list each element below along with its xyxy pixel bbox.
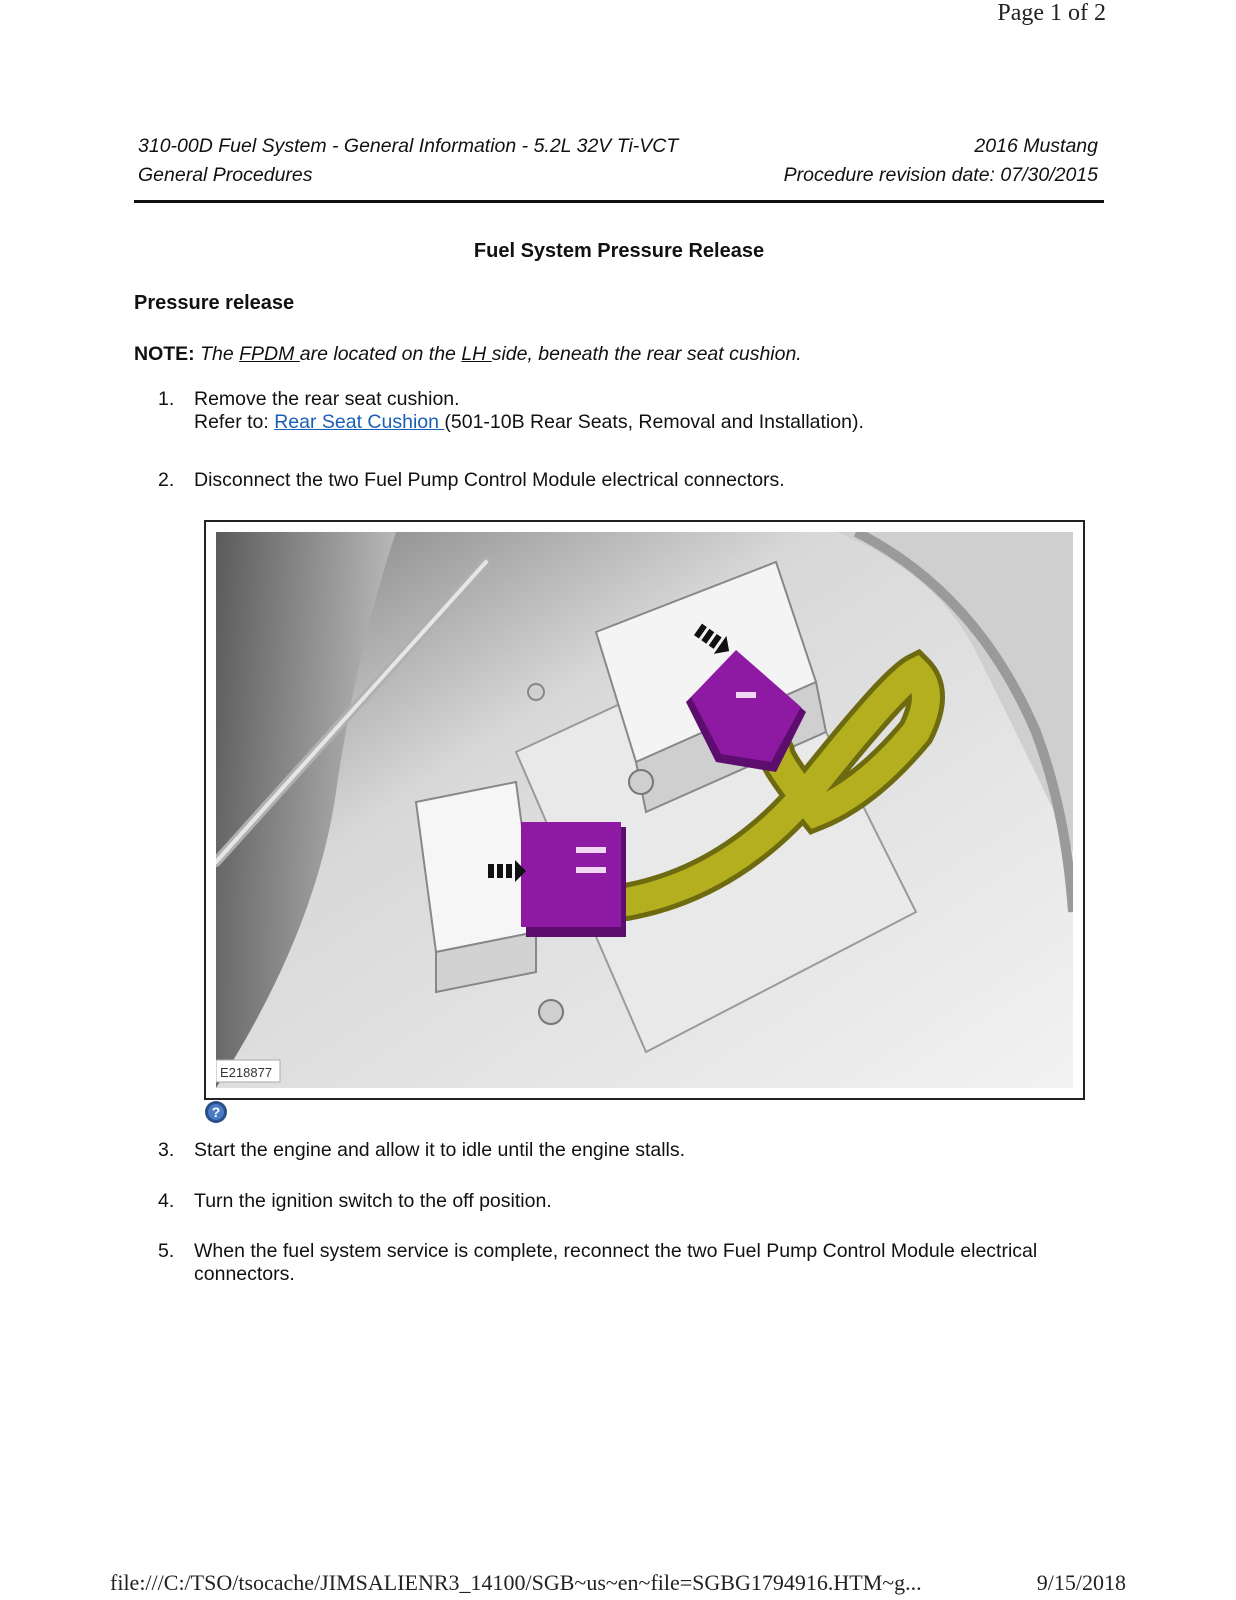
header-subsection: General Procedures [138,164,313,186]
section-heading: Pressure release [134,292,295,314]
step-text: Remove the rear seat cushion. [194,388,460,410]
header-section: 310-00D Fuel System - General Information - 5.2L 32V Ti-VCT [138,135,679,157]
connector-illustration [216,532,1073,1088]
page-title: Fuel System Pressure Release [473,240,765,262]
step-number: 3. [158,1139,175,1161]
fpdm-abbreviation[interactable]: FPDM [239,343,300,365]
note-text: are located on the [299,343,462,365]
header-divider [134,200,1104,203]
lower-connector [521,822,626,937]
header-revision: Procedure revision date: 07/30/2015 [783,164,1098,186]
page-number: Page 1 of 2 [997,0,1106,26]
footer-file-path: file:///C:/TSO/tsocache/JIMSALIENR3_14100/SGB~us~en~file=SGBG1794916.HTM~g... [110,1570,922,1595]
step-text: When the fuel system service is complete, reconnect the two Fuel Pump Control Module electrical connectors. [194,1240,1038,1285]
note-text: side, beneath the rear seat cushion. [491,343,802,365]
lh-abbreviation[interactable]: LH [461,343,492,365]
footer-date: 9/15/2018 [1036,1570,1126,1595]
step-number: 2. [158,469,175,491]
step-text: Start the engine and allow it to idle until the engine stalls. [194,1139,686,1161]
note [134,343,802,366]
step-number: 1. [158,388,175,410]
refer-suffix: (501-10B Rear Seats, Removal and Installation). [444,411,864,433]
step-number: 4. [158,1190,175,1212]
svg-text:?: ? [211,1104,221,1120]
note-text: The [194,343,240,365]
help-circle-icon[interactable] [204,1100,228,1124]
step-number: 5. [158,1240,175,1262]
procedure-figure [204,520,1085,1100]
step-text: Disconnect the two Fuel Pump Control Module electrical connectors. [194,469,785,491]
header-vehicle: 2016 Mustang [974,135,1098,157]
step-text: Turn the ignition switch to the off position. [194,1190,552,1212]
note-label: NOTE: [134,343,195,365]
figure-label: E218877 [220,1065,273,1080]
rear-seat-cushion-link[interactable]: Rear Seat Cushion [274,411,445,433]
refer-prefix: Refer to: [194,411,275,433]
